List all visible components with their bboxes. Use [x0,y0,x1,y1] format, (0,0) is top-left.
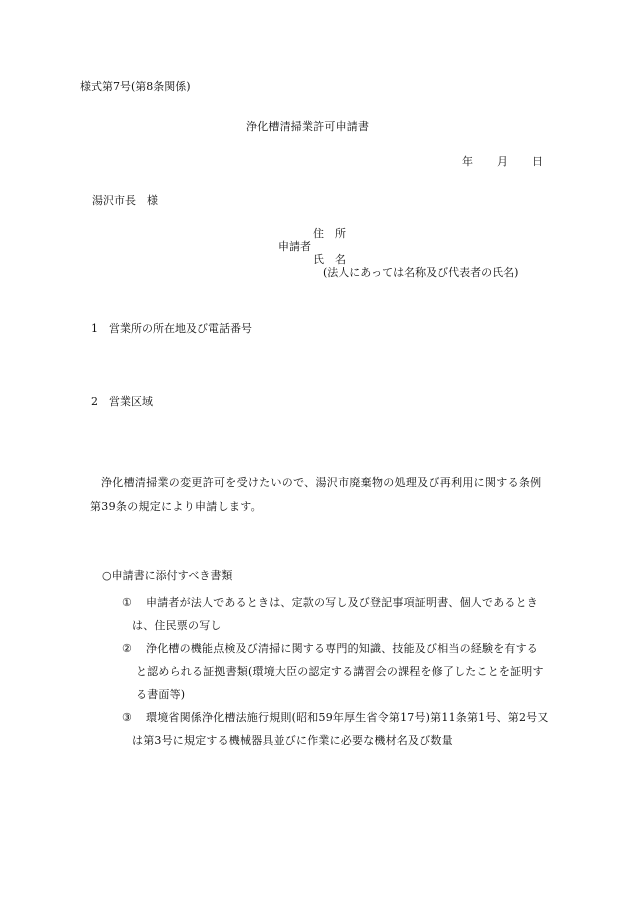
date-day-label: 日 [532,155,543,168]
attachment-text-continued: と認められる証拠書類(環境大臣の認定する講習会の課程を修了したことを証明する書面等) [136,665,544,701]
attachment-text: 環境省関係浄化槽法施行規則(昭和59年厚生省令第17号)第11条第1号、第2号又 [146,711,549,724]
document-title: 浄化槽清掃業許可申請書 [246,120,370,133]
applicant-note: (法人にあっては名称及び代表者の氏名) [323,266,519,279]
applicant-address-label: 住 所 [313,227,346,240]
item-business-office: 1 営業所の所在地及び電話番号 [91,322,252,335]
attachment-item [112,637,552,706]
addressee: 湯沢市長 様 [92,194,158,207]
attachment-marker: ③ [122,711,133,724]
attachment-text-continued: は、住民票の写し [132,619,222,632]
attachment-marker: ② [122,642,133,655]
attachment-text: 申請者が法人であるときは、定款の写し及び登記事項証明書、個人であるとき [146,596,538,609]
date-year-label: 年 [462,155,473,168]
attachment-item [112,591,552,637]
application-statement: 浄化槽清掃業の変更許可を受けたいので、湯沢市廃棄物の処理及び再利用に関する条例第39条の規定により申請します。 [90,476,542,513]
date-line [462,156,543,167]
applicant-label: 申請者 [278,240,311,253]
applicant-name-label: 氏 名 [313,253,346,266]
attachment-text-continued: は第3号に規定する機械器具並びに作業に必要な機材名及び数量 [132,734,453,747]
item-business-area: 2 営業区域 [91,395,153,408]
attachments-list [112,591,552,752]
attachments-heading: ○申請書に添付すべき書類 [102,569,233,582]
attachment-text: 浄化槽の機能点検及び清掃に関する専門的知識、技能及び相当の経験を有する [146,642,538,655]
attachment-item [112,706,552,752]
date-month-label: 月 [497,155,508,168]
attachment-marker: ① [122,596,133,609]
form-number: 様式第7号(第8条関係) [80,80,191,93]
